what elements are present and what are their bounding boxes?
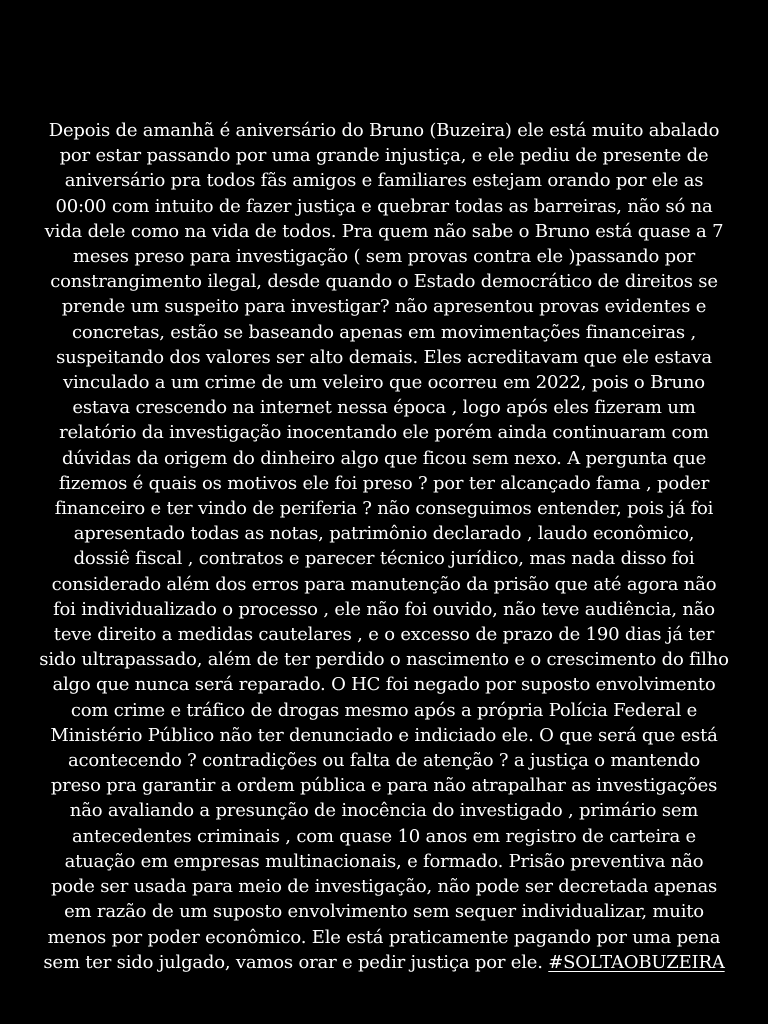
story-line: meses preso para investigação ( sem provas contra ele )passando por	[72, 246, 696, 268]
story-line: acontecendo ? contradições ou falta de atenção ? a justiça o mantendo	[67, 750, 700, 772]
story-line: 00:00 com intuito de fazer justiça e quebrar todas as barreiras, não só na	[55, 195, 713, 217]
story-text	[8, 118, 760, 975]
story-line: suspeitando dos valores ser alto demais. Eles acreditavam que ele estava	[56, 346, 712, 368]
story-line: algo que nunca será reparado. O HC foi negado por suposto envolvimento	[52, 674, 716, 696]
story-line: pode ser usada para meio de investigação, não pode ser decretada apenas	[50, 876, 718, 898]
hashtag-link[interactable]: #SOLTAOBUZEIRA	[548, 951, 725, 973]
story-line: dossiê fiscal , contratos e parecer técnico jurídico, mas nada disso foi	[73, 548, 695, 570]
story-line: concretas, estão se baseando apenas em movimentações financeiras ,	[72, 321, 696, 343]
story-line: prende um suspeito para investigar? não apresentou provas evidentes e	[61, 296, 707, 318]
story-line: apresentado todas as notas, patrimônio declarado , laudo econômico,	[73, 523, 695, 545]
story-line-text: sem ter sido julgado, vamos orar e pedir justiça por ele.	[43, 951, 549, 973]
story-line: fizemos é quais os motivos ele foi preso ? por ter alcançado fama , poder	[58, 472, 710, 494]
story-line: estava crescendo na internet nessa época , logo após eles fizeram um	[72, 397, 696, 419]
story-line: preso pra garantir a ordem pública e para não atrapalhar as investigações	[50, 775, 718, 797]
story-line: atuação em empresas multinacionais, e formado. Prisão preventiva não	[64, 850, 704, 872]
story-line: aniversário pra todos fãs amigos e familiares estejam orando por ele as	[64, 170, 704, 192]
story-line: em razão de um suposto envolvimento sem sequer individualizar, muito	[64, 901, 704, 923]
story-line: vida dele como na vida de todos. Pra quem não sabe o Bruno está quase a 7	[44, 220, 724, 242]
story-line: financeiro e ter vindo de periferia ? não conseguimos entender, pois já foi	[54, 498, 714, 520]
story-line: relatório da investigação inocentando ele porém ainda continuaram com	[59, 422, 709, 444]
story-line: com crime e tráfico de drogas mesmo após a própria Polícia Federal e	[70, 699, 698, 721]
story-line: teve direito a medidas cautelares , e o excesso de prazo de 190 dias já ter	[53, 624, 715, 646]
story-line: não avaliando a presunção de inocência do investigado , primário sem	[69, 800, 699, 822]
story-line: sido ultrapassado, além de ter perdido o nascimento e o crescimento do filho	[39, 649, 729, 671]
story-line: por estar passando por uma grande injustiça, e ele pediu de presente de	[59, 145, 709, 167]
story-line-last	[8, 950, 760, 975]
story-line: constrangimento ilegal, desde quando o Estado democrático de direitos se	[50, 271, 718, 293]
story-line: foi individualizado o processo , ele não foi ouvido, não teve audiência, não	[53, 598, 715, 620]
story-line: antecedentes criminais , com quase 10 anos em registro de carteira e	[72, 825, 696, 847]
story-line: Depois de amanhã é aniversário do Bruno (Buzeira) ele está muito abalado	[48, 120, 720, 141]
story-line: menos por poder econômico. Ele está praticamente pagando por uma pena	[47, 926, 721, 948]
story-line: Ministério Público não ter denunciado e indiciado ele. O que será que está	[50, 724, 718, 746]
story-line: vinculado a um crime de um veleiro que ocorreu em 2022, pois o Bruno	[63, 372, 705, 394]
story-line: considerado além dos erros para manutenção da prisão que até agora não	[51, 573, 717, 595]
story-line: dúvidas da origem do dinheiro algo que ficou sem nexo. A pergunta que	[61, 447, 707, 469]
